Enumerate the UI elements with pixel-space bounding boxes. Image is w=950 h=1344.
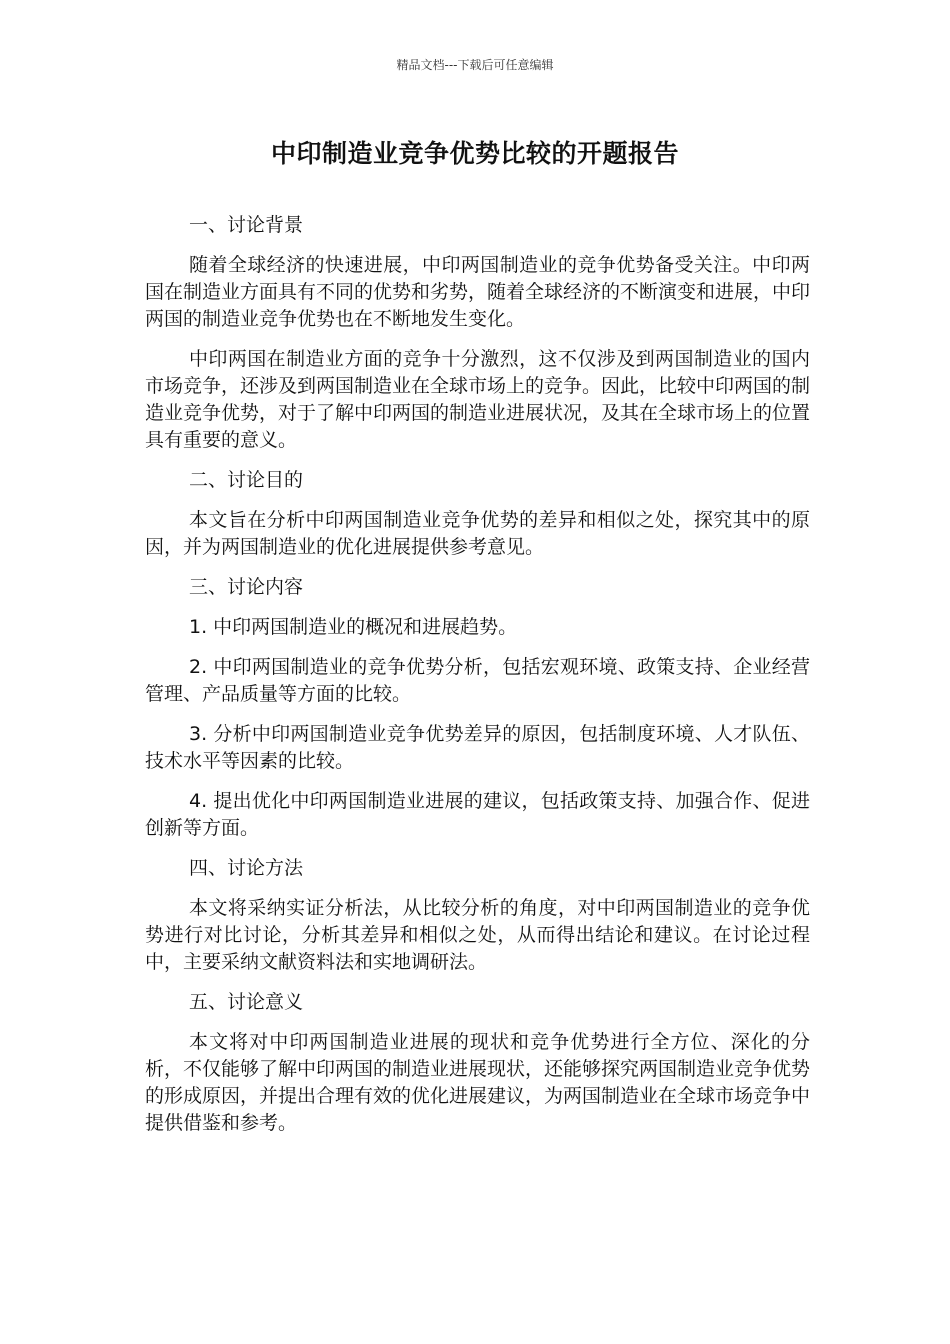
background-paragraph-1: 随着全球经济的快速进展，中印两国制造业的竞争优势备受关注。中印两国在制造业方面具有不同的优势和劣势，随着全球经济的不断演变和进展，中印两国的制造业竞争优势也在不断地发生变化。 [145,254,811,330]
background-paragraph-2: 中印两国在制造业方面的竞争十分激烈，这不仅涉及到两国制造业的国内市场竞争，还涉及到两国制造业在全球市场上的竞争。因此，比较中印两国的制造业竞争优势，对于了解中印两国的制造业进展状况，及其在全球市场上的位置具有重要的意义。 [145,348,811,451]
section-heading-content: 三、讨论内容 [189,576,304,598]
method-paragraph: 本文将采纳实证分析法，从比较分析的角度，对中印两国制造业的竞争优势进行对比讨论，分析其差异和相似之处，从而得出结论和建议。在讨论过程中，主要采纳文献资料法和实地调研法。 [145,897,810,973]
section-heading-significance: 五、讨论意义 [189,991,304,1013]
section-heading-method: 四、讨论方法 [189,857,304,879]
page-header-watermark: 精品文档---下载后可任意编辑 [396,58,554,72]
content-list-item-3: 3. 分析中印两国制造业竞争优势差异的原因，包括制度环境、人才队伍、技术水平等因素的比较。 [145,723,810,772]
purpose-paragraph: 本文旨在分析中印两国制造业竞争优势的差异和相似之处，探究其中的原因，并为两国制造业的优化进展提供参考意见。 [145,509,810,558]
content-list-item-1: 1. 中印两国制造业的概况和进展趋势。 [189,616,518,638]
section-heading-background: 一、讨论背景 [189,214,304,236]
document-title: 中印制造业竞争优势比较的开题报告 [270,139,679,168]
significance-paragraph: 本文将对中印两国制造业进展的现状和竞争优势进行全方位、深化的分析，不仅能够了解中印两国的制造业进展现状，还能够探究两国制造业竞争优势的形成原因，并提出合理有效的优化进展建议，为两国制造业在全球市场竞争中提供借鉴和参考。 [145,1031,811,1134]
document-body [145,212,810,1150]
content-list-item-2: 2. 中印两国制造业的竞争优势分析，包括宏观环境、政策支持、企业经营管理、产品质量等方面的比较。 [145,656,810,705]
content-list-item-4: 4. 提出优化中印两国制造业进展的建议，包括政策支持、加强合作、促进创新等方面。 [145,790,810,839]
section-heading-purpose: 二、讨论目的 [189,469,304,491]
